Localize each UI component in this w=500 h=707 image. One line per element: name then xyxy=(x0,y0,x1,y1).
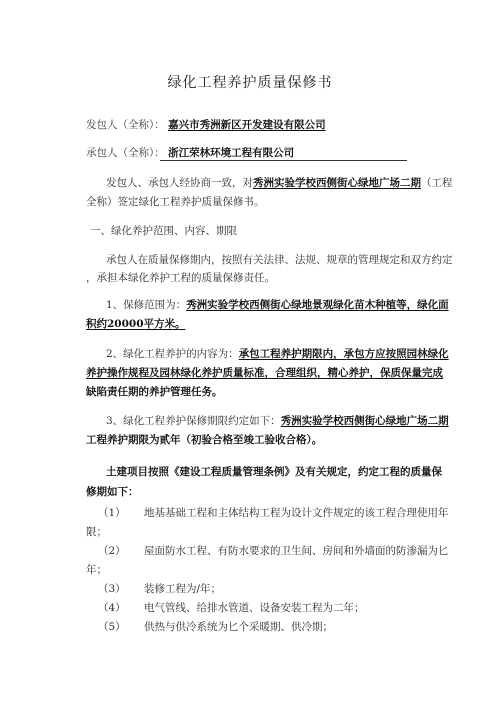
warranty-item-5-text: 供热与供冷系统为匕个采暖期、供冷期； xyxy=(144,621,333,633)
item3-line-2: 工程养护期限为贰年（初验合格至竣工验收合格）。 xyxy=(86,434,323,446)
employer-line xyxy=(86,118,326,132)
warranty-item-1-wrap: 限； xyxy=(86,526,107,538)
intro-tail: （工程 xyxy=(421,177,453,189)
item1-scope: 秀洲实验学校西侧街心绿地景观绿化苗木种植等，绿化面 xyxy=(186,299,449,311)
section1-body-line-1: 承包人在质量保修期内，按照有关法律、法规、规章的管理规定和双方约定 xyxy=(106,254,453,266)
item3-line-1 xyxy=(106,414,449,428)
warranty-item-2-wrap: 年； xyxy=(86,564,107,576)
item2-prefix: 2、绿化工程养护的内容为： xyxy=(106,348,239,360)
item2-line-2: 养护操作规程及园林绿化养护质量标准，合理组织，精心养护，保质保量完成 xyxy=(86,367,443,379)
warranty-item-4-text: 电气管线、给排水管道、设备安装工程为二年； xyxy=(144,602,365,614)
warranty-item-2-text: 屋面防水工程、有防水要求的卫生间、房间和外墙面的防渗漏为匕 xyxy=(144,545,449,557)
employer-label: 发包人（全称）： xyxy=(86,119,165,131)
item1-prefix: 1、保修范围为： xyxy=(106,299,187,311)
warranty-item-2-index: （2） xyxy=(98,545,126,557)
section1-body-line-2: ，承担本绿化养护工程的质量保修责任。 xyxy=(86,272,275,284)
item2-content-a: 承包工程养护期限内，承包方应按照园林绿化 xyxy=(238,348,449,360)
contractor-line xyxy=(86,146,294,160)
warranty-item-3-text: 装修工程为/年； xyxy=(144,583,222,595)
item1-line-2: 积约20000平方米。 xyxy=(86,318,186,330)
warranty-item-1-text: 地基基础工程和主体结构工程为设计文件规定的该工程合理使用年 xyxy=(144,507,449,519)
warranty-item-5-index: （5） xyxy=(98,621,126,633)
item3-prefix: 3、绿化工程养护保修期限约定如下： xyxy=(106,415,281,427)
intro-line-1 xyxy=(106,176,453,190)
employer-name: 嘉兴市秀洲新区开发建设有限公司 xyxy=(168,119,326,131)
civil-line-1: 土建项目按照《建设工程质量管理条例》及有关规定，约定工程的质量保 xyxy=(106,466,442,478)
intro-project: 秀洲实验学校西侧街心绿地广场二期 xyxy=(253,177,421,189)
civil-line-2: 修期如下： xyxy=(86,486,139,498)
item2-line-1 xyxy=(106,347,449,361)
section1-heading: 一、绿化养护范围、内容、期限 xyxy=(90,225,237,237)
warranty-item-4-index: （4） xyxy=(98,602,126,614)
item2-line-3: 缺陷责任期的养护管理任务。 xyxy=(86,386,223,398)
warranty-item-3-index: （3） xyxy=(98,583,126,595)
item3-project: 秀洲实验学校西侧街心绿地广场二期 xyxy=(280,415,449,427)
intro-text: 发包人、承包人经协商一致，对 xyxy=(106,177,253,189)
contractor-label: 承包人（全称）： xyxy=(86,147,165,159)
document-title: 绿化工程养护质量保修书 xyxy=(167,75,333,91)
item1-line-1 xyxy=(106,298,449,312)
warranty-item-1-index: （1） xyxy=(98,507,126,519)
contractor-underline xyxy=(160,160,407,161)
contractor-name: 浙江荣林环境工程有限公司 xyxy=(168,147,295,159)
intro-line-2: 全称）签定绿化工程养护质量保修书。 xyxy=(86,196,265,208)
